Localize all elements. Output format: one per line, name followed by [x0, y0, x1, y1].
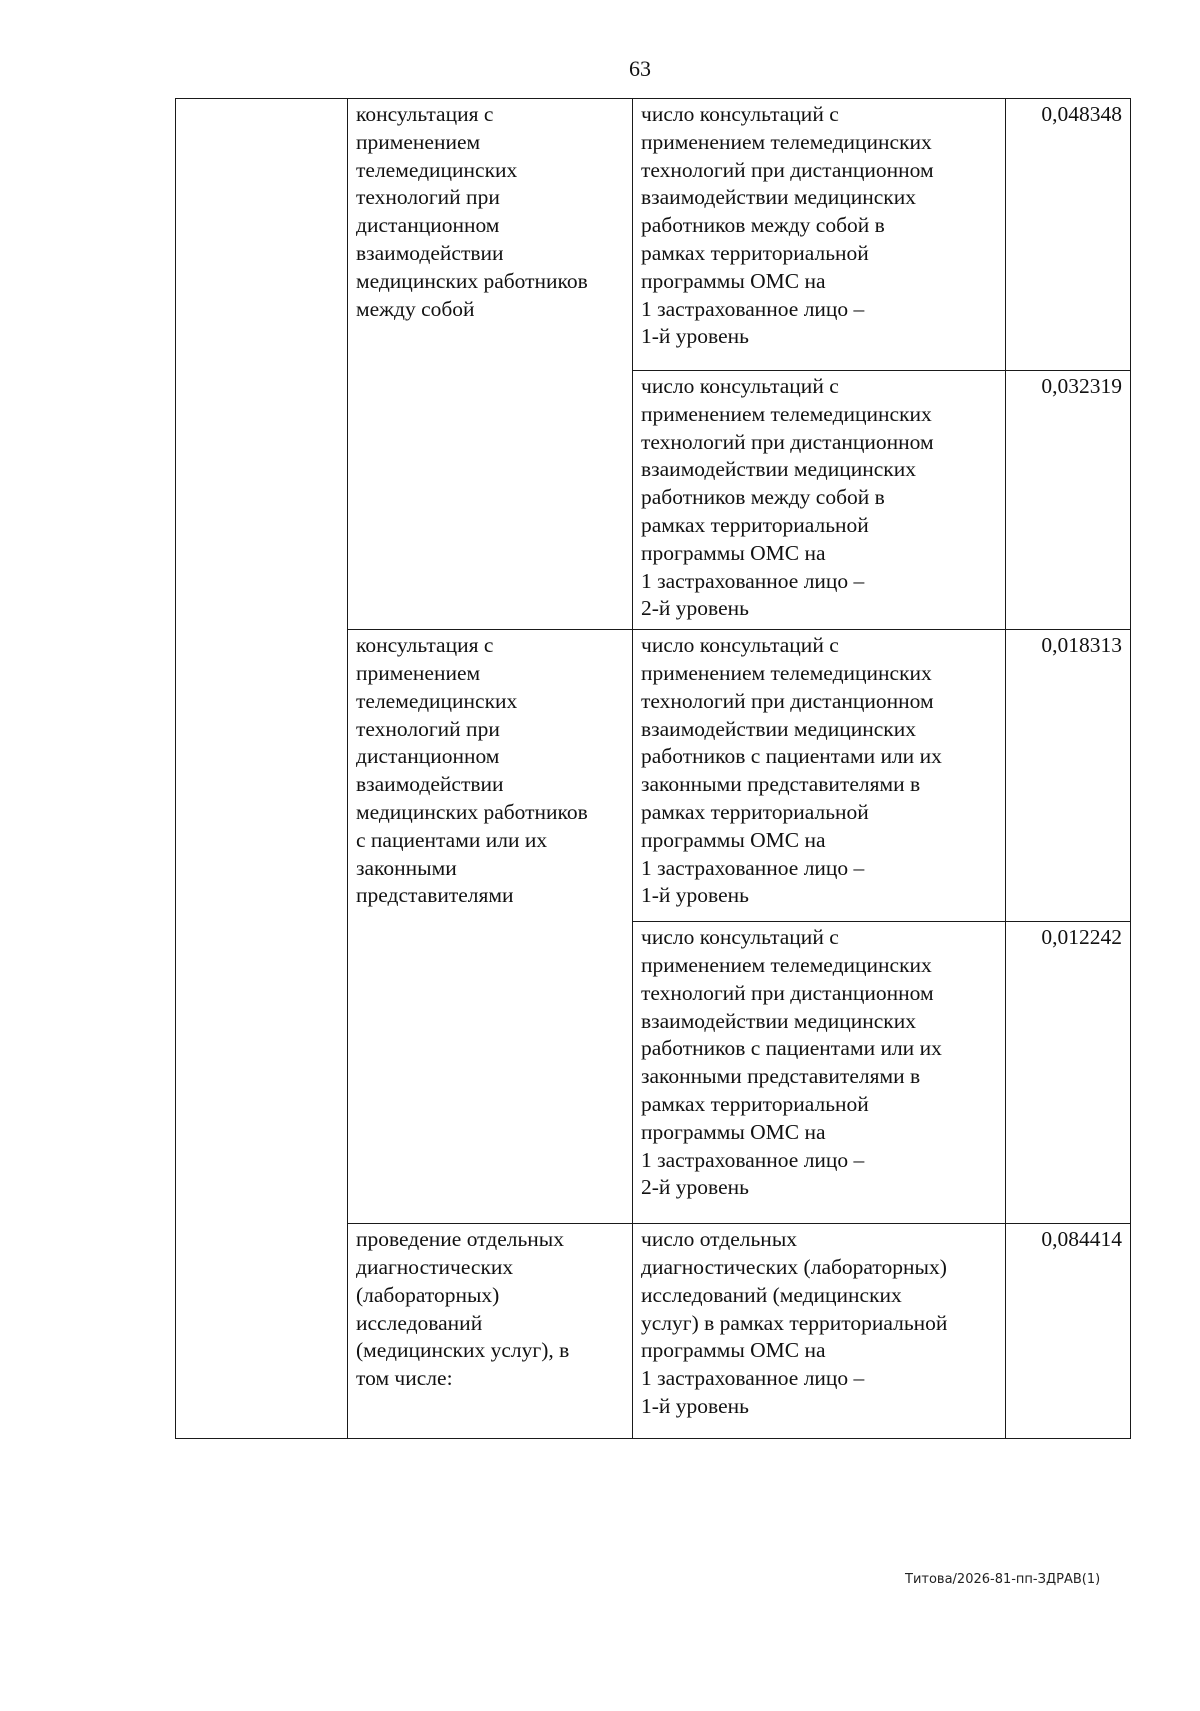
- indicator-text-line: законными представителями в: [641, 1064, 921, 1089]
- indicator-text-line: программы ОМС на: [641, 1119, 826, 1144]
- indicator-text-line: взаимодействии медицинских: [641, 457, 916, 482]
- indicator-text-line: 1 застрахованное лицо –: [641, 568, 865, 593]
- indicator-text-line: программы ОМС на: [641, 268, 826, 293]
- care-type-cell: [348, 99, 633, 630]
- indicator-text-line: число отдельных: [641, 1227, 798, 1252]
- indicator-text-line: 2-й уровень: [641, 596, 749, 621]
- norm-value-cell: 0,012242: [1006, 922, 1131, 1224]
- care-type-text-line: взаимодействии: [356, 772, 504, 797]
- care-type-text-line: консультация с: [356, 633, 494, 658]
- indicator-cell: [633, 922, 1006, 1224]
- norm-value-cell: 0,018313: [1006, 630, 1131, 922]
- care-type-text-line: применением: [356, 660, 481, 685]
- care-type-text-line: телемедицинских: [356, 688, 518, 713]
- care-type-text-line: технологий при: [356, 716, 500, 741]
- care-type-text-line: между собой: [356, 296, 475, 321]
- indicator-text-line: 1-й уровень: [641, 883, 749, 908]
- indicator-cell: [633, 99, 1006, 371]
- care-type-text-line: исследований: [356, 1310, 483, 1335]
- indicator-text-line: программы ОМС на: [641, 540, 826, 565]
- indicator-text-line: взаимодействии медицинских: [641, 185, 916, 210]
- indicator-text-line: применением телемедицинских: [641, 660, 932, 685]
- care-type-text-line: с пациентами или их: [356, 827, 548, 852]
- care-type-cell: [348, 1224, 633, 1439]
- care-type-text-line: медицинских работников: [356, 268, 588, 293]
- indicator-text-line: рамках территориальной: [641, 512, 869, 537]
- indicator-text-line: рамках территориальной: [641, 240, 869, 265]
- indicator-text-line: число консультаций с: [641, 633, 839, 658]
- indicator-text-line: рамках территориальной: [641, 1091, 869, 1116]
- indicator-text-line: взаимодействии медицинских: [641, 716, 916, 741]
- care-type-text-line: (медицинских услуг), в: [356, 1338, 570, 1363]
- indicator-text-line: число консультаций с: [641, 102, 839, 126]
- norm-value-cell: 0,084414: [1006, 1224, 1131, 1439]
- indicators-table: [175, 98, 1131, 1439]
- indicator-text-line: технологий при дистанционном: [641, 429, 934, 454]
- care-type-text-line: том числе:: [356, 1366, 453, 1391]
- care-type-text-line: проведение отдельных: [356, 1227, 564, 1252]
- indicator-text-line: взаимодействии медицинских: [641, 1008, 916, 1033]
- indicator-text-line: применением телемедицинских: [641, 401, 932, 426]
- care-type-text-line: технологий при: [356, 185, 500, 210]
- indicator-text-line: исследований (медицинских: [641, 1282, 902, 1307]
- indicator-text-line: рамках территориальной: [641, 799, 869, 824]
- indicator-text-line: диагностических (лабораторных): [641, 1254, 947, 1279]
- indicator-text-line: программы ОМС на: [641, 1338, 826, 1363]
- indicator-text-line: применением телемедицинских: [641, 952, 932, 977]
- care-type-text-line: взаимодействии: [356, 240, 504, 265]
- indicator-text-line: работников с пациентами или их: [641, 1036, 942, 1061]
- care-type-text-line: консультация с: [356, 102, 494, 126]
- care-type-text-line: применением: [356, 129, 481, 154]
- indicator-text-line: число консультаций с: [641, 374, 839, 398]
- indicator-text-line: 1 застрахованное лицо –: [641, 1366, 865, 1391]
- indicator-cell: [633, 371, 1006, 630]
- indicator-text-line: работников с пациентами или их: [641, 744, 942, 769]
- indicator-text-line: услуг) в рамках территориальной: [641, 1310, 948, 1335]
- care-type-text-line: телемедицинских: [356, 157, 518, 182]
- indicator-cell: [633, 1224, 1006, 1439]
- table-row: [176, 99, 1131, 371]
- document-footer-code: Титова/2026-81-пп-ЗДРАВ(1): [905, 1572, 1101, 1587]
- indicator-text-line: работников между собой в: [641, 485, 885, 510]
- care-type-text-line: дистанционном: [356, 744, 500, 769]
- indicator-text-line: 1-й уровень: [641, 324, 749, 349]
- indicator-text-line: технологий при дистанционном: [641, 157, 934, 182]
- indicator-text-line: 1 застрахованное лицо –: [641, 855, 865, 880]
- care-type-text-line: (лабораторных): [356, 1282, 500, 1307]
- norm-value-cell: 0,048348: [1006, 99, 1131, 371]
- indicator-text-line: технологий при дистанционном: [641, 688, 934, 713]
- indicator-text-line: работников между собой в: [641, 213, 885, 238]
- care-type-text-line: диагностических: [356, 1254, 514, 1279]
- page-number: 63: [629, 56, 651, 81]
- care-type-text-line: законными: [356, 855, 457, 880]
- care-type-cell: [348, 630, 633, 1224]
- indicator-text-line: 1 застрахованное лицо –: [641, 1147, 865, 1172]
- indicator-text-line: программы ОМС на: [641, 827, 826, 852]
- care-type-text-line: дистанционном: [356, 213, 500, 238]
- care-type-text-line: представителями: [356, 883, 514, 908]
- indicator-text-line: 2-й уровень: [641, 1175, 749, 1200]
- care-type-text-line: медицинских работников: [356, 799, 588, 824]
- indicator-text-line: число консультаций с: [641, 925, 839, 950]
- indicator-text-line: применением телемедицинских: [641, 129, 932, 154]
- empty-first-column-cell: [176, 99, 348, 1439]
- indicator-text-line: технологий при дистанционном: [641, 980, 934, 1005]
- norm-value-cell: 0,032319: [1006, 371, 1131, 630]
- indicator-cell: [633, 630, 1006, 922]
- indicator-text-line: 1-й уровень: [641, 1393, 749, 1418]
- indicator-text-line: 1 застрахованное лицо –: [641, 296, 865, 321]
- indicator-text-line: законными представителями в: [641, 772, 921, 797]
